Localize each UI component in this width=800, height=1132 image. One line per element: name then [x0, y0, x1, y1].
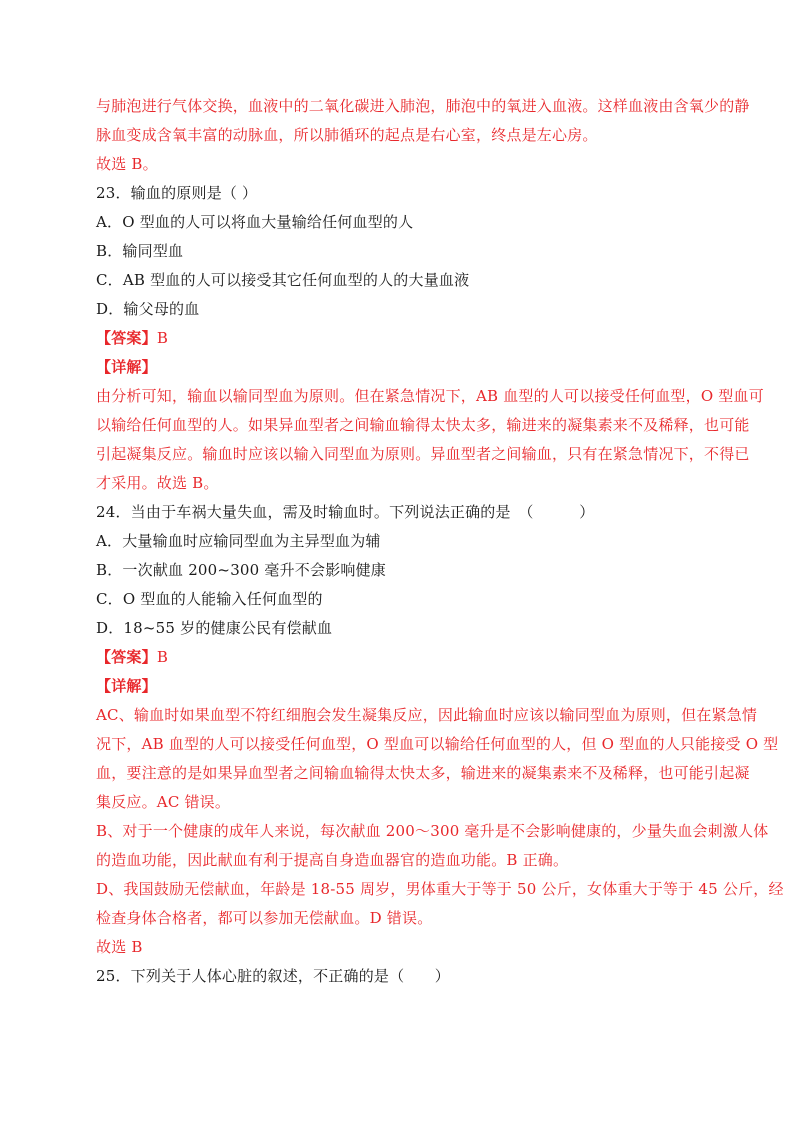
question-25-stem: 25．下列关于人体心脏的叙述，不正确的是（ ） [96, 967, 450, 985]
explanation-line: B、对于一个健康的成年人来说，每次献血 200～300 毫升是不会影响健康的，少量失血会刺激人体 [96, 822, 769, 840]
question-24-option-c: C．O 型血的人能输入任何血型的 [96, 590, 323, 608]
explanation-line: 脉血变成含氧丰富的动脉血，所以肺循环的起点是右心室，终点是左心房。 [96, 126, 598, 144]
question-24-stem: 24．当由于车祸大量失血，需及时输血时。下列说法正确的是 （ ） [96, 503, 595, 521]
question-23-stem: 23．输血的原则是（ ） [96, 184, 258, 202]
conclusion-line: 故选 B。 [96, 155, 158, 173]
explanation-line: 才采用。故选 B。 [96, 474, 219, 492]
question-24-option-d: D．18~55 岁的健康公民有偿献血 [96, 619, 333, 637]
answer-value: B [156, 329, 169, 347]
answer-tag: 【答案】 [96, 329, 157, 347]
question-23-option-c: C．AB 型血的人可以接受其它任何血型的人的大量血液 [96, 271, 470, 289]
explanation-line: 况下，AB 血型的人可以接受任何血型，O 型血可以输给任何血型的人，但 O 型血的人只能接受 O 型 [96, 735, 779, 753]
document-body [96, 92, 784, 991]
question-23-answer [96, 324, 708, 353]
question-23-option-a: A．O 型血的人可以将血大量输给任何血型的人 [96, 213, 414, 231]
question-23-option-b: B．输同型血 [96, 242, 184, 260]
explanation-line: 以输给任何血型的人。如果异血型者之间输血输得太快太多，输进来的凝集素来不及稀释，也可能 [96, 416, 750, 434]
explanation-line: 的造血功能，因此献血有利于提高自身造血器官的造血功能。B 正确。 [96, 851, 569, 869]
explanation-line: 血，要注意的是如果异血型者之间输血输得太快太多，输进来的凝集素来不及稀释，也可能引起凝 [96, 764, 750, 782]
explanation-line: AC、输血时如果血型不符红细胞会发生凝集反应，因此输血时应该以输同型血为原则，但在紧急情 [96, 706, 758, 724]
detail-tag: 【详解】 [96, 677, 157, 695]
question-24-option-a: A．大量输血时应输同型血为主异型血为辅 [96, 532, 381, 550]
question-24-answer [96, 643, 708, 672]
explanation-line: 由分析可知，输血以输同型血为原则。但在紧急情况下，AB 血型的人可以接受任何血型，O 型血可 [96, 387, 764, 405]
detail-tag: 【详解】 [96, 358, 157, 376]
question-23-option-d: D．输父母的血 [96, 300, 200, 318]
answer-value: B [156, 648, 169, 666]
conclusion-line: 故选 B [96, 938, 143, 956]
explanation-line: 引起凝集反应。输血时应该以输入同型血为原则。异血型者之间输血，只有在紧急情况下，不得已 [96, 445, 750, 463]
explanation-line: D、我国鼓励无偿献血，年龄是 18-55 周岁，男体重大于等于 50 公斤，女体重大于等于 45 公斤，经 [96, 880, 784, 898]
explanation-line: 与肺泡进行气体交换，血液中的二氧化碳进入肺泡，肺泡中的氧进入血液。这样血液由含氧少的静 [96, 97, 750, 115]
question-24-option-b: B．一次献血 200~300 毫升不会影响健康 [96, 561, 386, 579]
answer-tag: 【答案】 [96, 648, 157, 666]
explanation-line: 集反应。AC 错误。 [96, 793, 231, 811]
explanation-line: 检查身体合格者，都可以参加无偿献血。D 错误。 [96, 909, 433, 927]
